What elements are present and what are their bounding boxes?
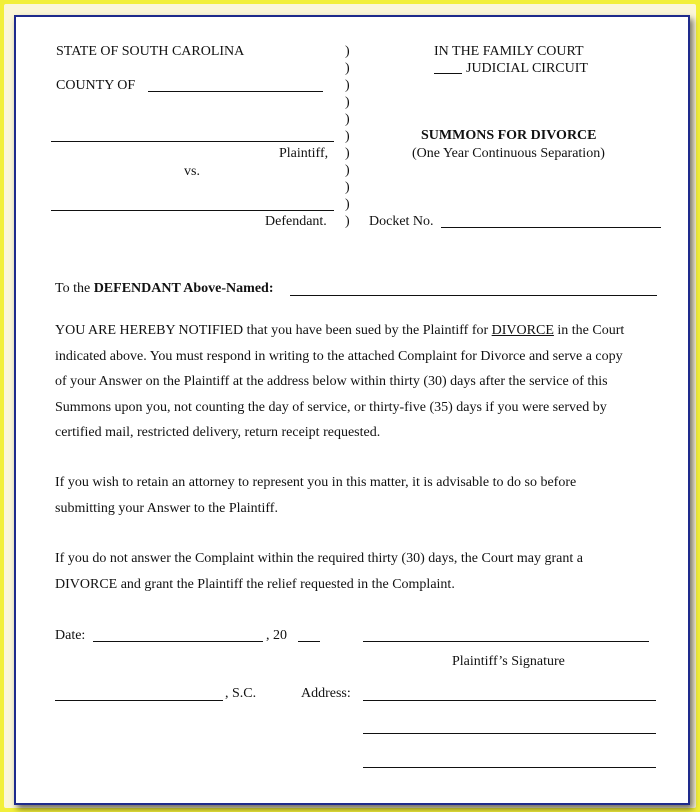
vs-label: vs.	[184, 164, 200, 179]
city-blank[interactable]	[55, 700, 223, 701]
document-subtitle: (One Year Continuous Separation)	[412, 146, 605, 161]
attorney-line: If you wish to retain an attorney to represent you in this matter, it is advisable to do so before	[55, 475, 577, 490]
to-defendant-line	[55, 281, 274, 297]
defendant-name-field[interactable]	[290, 295, 657, 296]
notice-line	[55, 318, 675, 344]
caption-paren: )	[345, 214, 350, 229]
date-blank[interactable]	[93, 641, 263, 642]
plaintiff-name-blank[interactable]	[51, 141, 334, 142]
notice-paragraph	[55, 318, 675, 446]
caption-paren: )	[345, 146, 350, 161]
notice-text: in the Court	[553, 323, 625, 338]
notice-line: certified mail, restricted delivery, return receipt requested.	[55, 425, 381, 440]
to-defendant-bold: DEFENDANT Above-Named:	[93, 281, 274, 296]
notice-line: indicated above. You must respond in writing to the attached Complaint for Divorce and serve a copy	[55, 348, 623, 364]
default-line: If you do not answer the Complaint within the required thirty (30) days, the Court may grant a	[55, 551, 583, 566]
summons-document	[14, 15, 690, 805]
address-line-2[interactable]	[363, 733, 656, 734]
docket-number-blank[interactable]	[441, 227, 661, 228]
caption-paren: )	[345, 163, 350, 178]
year-prefix: , 20	[266, 628, 287, 643]
notice-line: of your Answer on the Plaintiff at the address below within thirty (30) days after the service of this	[55, 374, 608, 389]
caption-paren: )	[345, 129, 350, 144]
caption-paren: )	[345, 112, 350, 127]
caption-paren: )	[345, 61, 350, 76]
plaintiff-label: Plaintiff,	[279, 146, 329, 161]
caption-paren: )	[345, 44, 350, 59]
address-line-3[interactable]	[363, 767, 656, 768]
circuit-label: JUDICIAL CIRCUIT	[466, 61, 588, 76]
circuit-blank[interactable]	[434, 73, 462, 74]
attorney-line: submitting your Answer to the Plaintiff.	[55, 500, 278, 516]
state-heading: STATE OF SOUTH CAROLINA	[56, 44, 245, 59]
attorney-paragraph	[55, 470, 675, 521]
docket-label: Docket No.	[369, 214, 434, 229]
caption-paren: )	[345, 197, 350, 212]
defendant-name-blank[interactable]	[51, 210, 334, 211]
sc-label: , S.C.	[225, 686, 257, 701]
date-label: Date:	[55, 628, 86, 643]
county-label: COUNTY OF	[56, 78, 136, 93]
signature-line[interactable]	[363, 641, 649, 642]
to-prefix: To the	[55, 281, 94, 296]
year-blank[interactable]	[298, 641, 320, 642]
caption-paren: )	[345, 78, 350, 93]
caption-paren: )	[345, 95, 350, 110]
default-paragraph	[55, 546, 675, 597]
default-line: DIVORCE and grant the Plaintiff the relief requested in the Complaint.	[55, 576, 455, 592]
defendant-label: Defendant.	[265, 214, 327, 229]
page-frame	[4, 4, 696, 808]
divorce-underlined: DIVORCE	[491, 323, 554, 338]
county-blank[interactable]	[148, 91, 323, 92]
signature-label: Plaintiff’s Signature	[452, 654, 565, 669]
caption-paren: )	[345, 180, 350, 195]
address-line-1[interactable]	[363, 700, 656, 701]
document-title: SUMMONS FOR DIVORCE	[421, 128, 597, 143]
notice-line: Summons upon you, not counting the day of service, or thirty-five (35) days if you were served by	[55, 399, 607, 415]
address-label: Address:	[301, 686, 351, 701]
notice-text: YOU ARE HEREBY NOTIFIED that you have been sued by the Plaintiff for	[55, 323, 492, 338]
court-heading: IN THE FAMILY COURT	[434, 44, 584, 59]
